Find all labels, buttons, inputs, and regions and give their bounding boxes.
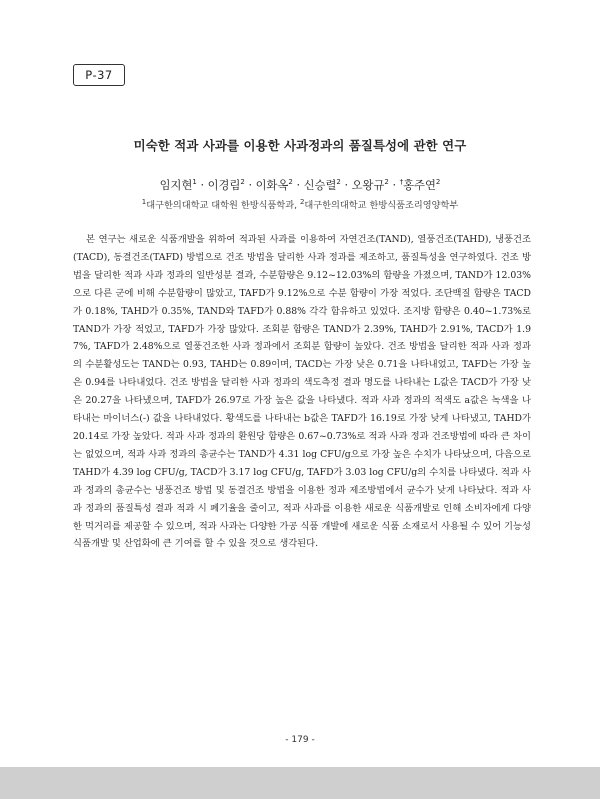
- author-separator: ·: [244, 179, 256, 192]
- affiliation-line: [0, 197, 600, 211]
- author-separator: ·: [340, 179, 352, 192]
- footer-bar: [0, 767, 600, 799]
- author-separator: ·: [196, 179, 208, 192]
- author-name: 이화옥: [255, 179, 289, 192]
- author-affiliation-mark: 2: [336, 178, 341, 187]
- author-affiliation-mark: 2: [435, 178, 441, 187]
- affiliation-text: 대구한의대학교 대학원 한방식품학과,: [146, 200, 300, 211]
- author-affiliation-mark: 1: [192, 178, 197, 187]
- author-separator: ·: [388, 179, 400, 192]
- abstract-paragraph: 본 연구는 새로운 식품개발을 위하여 적과된 사과를 이용하여 자연건조(TAND), 열풍건조(TAHD), 냉풍건조(TACD), 동결건조(TAFD) 방법으로 건조 방법을 달리한 사과 정과를 제조하고, 품질특성을 연구하였다. 건조 방법을 달리한 적과 사과 정과의 일반성분 결과, 수분함량은 9.12~12.03%의 함량을 가졌으며, TAND가 12.03%으로 다른 군에 비해 수분함량이 많았고, TAFD가 9.12%으로 수분 함량이 가장 적었다. 조단백질 함량은 TACD가 0.18%, TAHD가 0.35%, TAND와 TAFD가 0.88% 각각 함유하고 있었다. 조지방 함량은 0.40~1.73%로 TAND가 가장 적었고, TAFD가 가장 많았다. 조회분 함량은 TAND가 2.39%, TAHD가 2.91%, TACD가 1.97%, TAFD가 2.48%으로 열풍건조한 사과 정과에서 조회분 함량이 높았다. 건조 방법을 달리한 적과 사과 정과의 수분활성도는 TAND는 0.93, TAHD는 0.89이며, TACD는 가장 낮은 0.71을 나타내었고, TAFD는 가장 높은 0.94를 나타내었다. 건조 방법을 달리한 사과 정과의 색도측정 결과 명도를 나타내는 L값은 TACD가 가장 낮은 20.27을 나타냈으며, TAFD가 26.97로 가장 높은 값을 나타냈다. 적과 사과 정과의 적색도 a값은 녹색을 나타내는 마이너스(-) 값을 나타내었다. 황색도를 나타내는 b값은 TAFD가 16.19로 가장 낮게 나타냈고, TAHD가 20.14로 가장 높았다. 적과 사과 정과의 환원당 함량은 0.67~0.73%로 적과 사과 정과 건조방법에 따라 큰 차이는 없었으며, 적과 사과 정과의 총균수는 TAND가 4.31 log CFU/g으로 가장 높은 수치가 나타났으며, 다음으로 TAHD가 4.39 log CFU/g, TACD가 3.17 log CFU/g, TAFD가 3.03 log CFU/g의 수치를 나타냈다. 적과 사과 정과의 총균수는 냉풍건조 방법 및 동결건조 방법을 이용한 정과 제조방법에서 균수가 낮게 나타났다. 적과 사과 정과의 품질특성 결과 적과 시 폐기율을 줄이고, 적과 사과를 이용한 새로운 식품개발로 인해 소비자에게 다양한 먹거리를 제공할 수 있으며, 적과 사과는 다양한 가공 식품 개발에 새로운 식품 소재로서 사용될 수 있어 기능성 식품개발 및 산업화에 큰 기여를 할 수 있을 것으로 생각된다.: [73, 234, 531, 550]
- author-name: 신승렬: [303, 179, 337, 192]
- author-affiliation-mark: 2: [288, 178, 293, 187]
- paper-title: 미숙한 적과 사과를 이용한 사과정과의 품질특성에 관한 연구: [133, 138, 467, 153]
- author-name: 임지현: [159, 179, 193, 192]
- affiliation-mark: 1: [141, 197, 147, 206]
- author-affiliation-mark: 2: [384, 178, 389, 187]
- author-list: [0, 177, 600, 193]
- corresponding-author-mark: †: [399, 178, 404, 187]
- author-name: 오왕규: [351, 179, 385, 192]
- author-name: 이경림: [207, 179, 241, 192]
- author-separator: ·: [292, 179, 304, 192]
- poster-number-badge: P-37: [73, 64, 125, 86]
- page-number: - 179 -: [285, 735, 315, 745]
- affiliation-mark: 2: [299, 197, 305, 206]
- affiliation-text: 대구한의대학교 한방식품조리영양학부: [304, 200, 459, 211]
- author-name: 홍주연: [403, 179, 436, 192]
- author-affiliation-mark: 2: [240, 178, 245, 187]
